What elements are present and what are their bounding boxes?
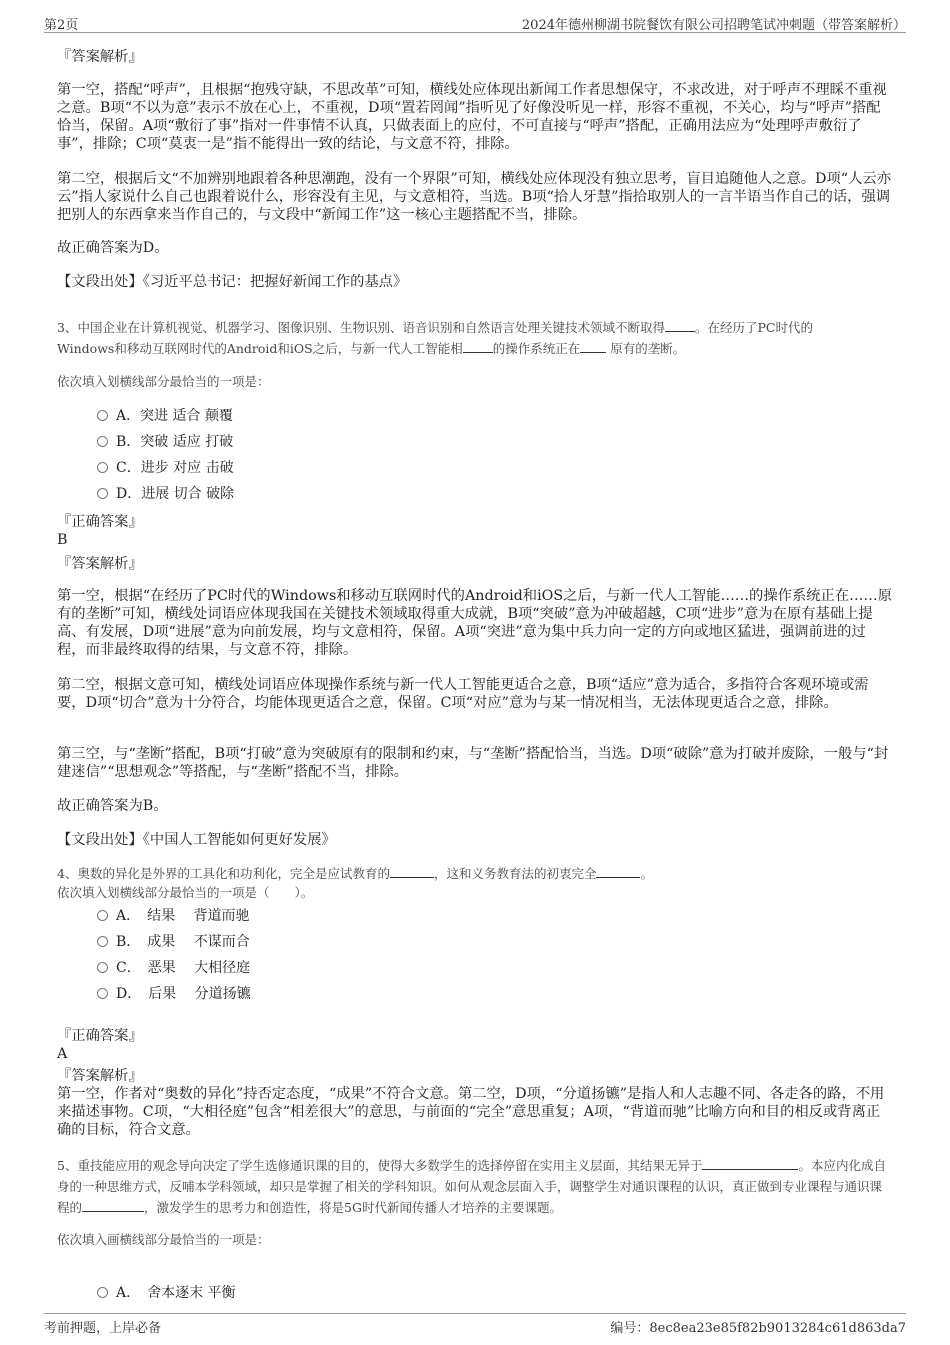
q4-stem: 4、奥数的异化是外界的工具化和功利化，完全是应试教育的 ，这和义务教育法的初衷完全 。 依次填入划横线部分最恰当的一项是（ ）。 [57, 866, 653, 900]
document-code: 编号：8ec8ea23e85f82b9013284c61d863da7 [610, 1321, 906, 1336]
q3-stem: 3、中国企业在计算机视觉、机器学习、图像识别、生物识别、语音识别和自然语言处理关键技术领域不断取得 。在经历了PC时代的 Windows和移动互联网时代的Android和iOS之后，与新一代人工智能相 的操作系统正在 原有的垄断。 [57, 320, 813, 356]
q3-source: 【文段出处】《中国人工智能如何更好发展》 [57, 832, 336, 848]
blank [463, 340, 493, 353]
blank [82, 1199, 144, 1212]
q4-option-b[interactable]: B． 成果 不谋而合 [97, 932, 250, 952]
q4-analysis-p1: 第一空，作者对“奥数的异化”持否定态度，“成果”不符合文意。第二空，D项，“分道扬镳”是指人和人志趣不同、各走各的路，不用来描述事物。C项，“大相径庭”包含“相差很大”的意思，与前面的“完全”意思重复；A项，“背道而驰”比喻方向和目的相反或背离正确的目标，符合文意。 [57, 1086, 885, 1138]
q3-analysis-p3: 第三空，与“垄断”搭配，B项“打破”意为突破原有的限制和约束，与“垄断”搭配恰当，当选。D项“破除”意为打破并废除，一般与“封建迷信”“思想观念”等搭配，与“垄断”搭配不当，排除。 [57, 746, 889, 780]
q3-analysis-p2: 第二空，根据文意可知，横线处词语应体现操作系统与新一代人工智能更适合之意，B项“适应”意为适合，多指符合客观环境或需要，D项“切合”意为十分符合，均能体现更适合之意，保留。C项“对应”意为与某一情况相当，无法体现更适合之意，排除。 [57, 677, 869, 711]
q4-option-d[interactable]: D． 后果 分道扬镳 [97, 984, 251, 1004]
q5-option-a[interactable]: A． 舍本逐末 平衡 [97, 1283, 236, 1303]
q2-source: 【文段出处】《习近平总书记：把握好新闻工作的基点》 [57, 274, 408, 290]
page-footer [44, 1313, 906, 1334]
q3-answer: B [57, 532, 68, 548]
page-number: 第2页 [44, 18, 79, 33]
q3-conclusion: 故正确答案为B。 [57, 798, 168, 814]
q4-instruction: 依次填入划横线部分最恰当的一项是（ ）。 [57, 885, 314, 900]
radio-icon[interactable] [97, 910, 108, 921]
radio-icon[interactable] [97, 488, 108, 499]
footer-slogan: 考前押题，上岸必备 [44, 1321, 162, 1336]
q4-answer-label: 『正确答案』 [57, 1028, 143, 1044]
blank [665, 319, 695, 332]
q3-option-c[interactable]: C．进步 对应 击破 [97, 458, 234, 478]
blank [702, 1157, 798, 1170]
q2-analysis-p2: 第二空，根据后文“不加辨别地跟着各种思潮跑，没有一个界限”可知，横线处应体现没有独立思考，盲目追随他人之意。D项“人云亦云”指人家说什么自己也跟着说什么，形容没有主见，与文意相符，当选。B项“拾人牙慧”指拾取别人的一言半语当作自己的话，强调把别人的东西拿来当作自己的，与文段中“新闻工作”这一核心主题搭配不当，排除。 [57, 171, 892, 223]
q2-conclusion: 故正确答案为D。 [57, 240, 169, 256]
q2-analysis-p1: 第一空，搭配“呼声”，且根据“抱残守缺，不思改革”可知，横线处应体现出新闻工作者思想保守，不求改进，对于呼声不理睬不重视之意。B项“不以为意”表示不放在心上，不重视，D项“置若罔闻”指听见了好像没听见一样，形容不重视，不关心，均与“呼声”搭配恰当，保留。A项“敷衍了事”指对一件事情不认真，只做表面上的应付，不可直接与“呼声”搭配，正确用法应为“处理呼声敷衍了事”，排除；C项“莫衷一是”指不能得出一致的结论，与文意不符，排除。 [57, 82, 887, 152]
q3-answer-label: 『正确答案』 [57, 514, 143, 530]
radio-icon[interactable] [97, 436, 108, 447]
page-header [44, 14, 906, 33]
radio-icon[interactable] [97, 988, 108, 999]
blank [596, 865, 640, 878]
radio-icon[interactable] [97, 410, 108, 421]
q3-instruction: 依次填入划横线部分最恰当的一项是： [57, 374, 270, 389]
q3-option-b[interactable]: B．突破 适应 打破 [97, 432, 233, 452]
q5-instruction: 依次填入画横线部分最恰当的一项是： [57, 1232, 270, 1247]
q3-analysis-label: 『答案解析』 [57, 556, 143, 572]
q2-analysis-label: 『答案解析』 [57, 49, 143, 65]
q3-option-d[interactable]: D．进展 切合 破除 [97, 484, 234, 504]
q5-stem: 5、重技能应用的观念导向决定了学生选修通识课的目的，使得大多数学生的选择停留在实用主义层面，其结果无异于 。本应内化成自身的一种思维方式，反哺本学科领域，却只是掌握了相关的学科知识。如何从观念层面入手，调整学生对通识课程的认识，真正做到专业课程与通识课程的 ，激发学生的思考力和创造性，将是5G时代新闻传播人才培养的主要课题。 [57, 1158, 886, 1215]
blank [580, 340, 606, 353]
radio-icon[interactable] [97, 462, 108, 473]
document-title: 2024年德州柳湖书院餐饮有限公司招聘笔试冲刺题（带答案解析） [521, 18, 906, 33]
radio-icon[interactable] [97, 962, 108, 973]
q4-option-c[interactable]: C． 恶果 大相径庭 [97, 958, 250, 978]
q4-analysis-label: 『答案解析』 [57, 1068, 143, 1084]
q3-analysis-p1: 第一空，根据“在经历了PC时代的Windows和移动互联网时代的Android和iOS之后，与新一代人工智能……的操作系统正在……原有的垄断”可知，横线处词语应体现我国在关键技术领域取得重大成就，B项“突破”意为冲破超越，C项“进步”意为在原有基础上提高、有发展，D项“进展”意为向前发展，均与文意相符，保留。A项“突进”意为集中兵力向一定的方向或地区猛进，强调前进的过程，而非最终取得的结果，与文意不符，排除。 [57, 588, 893, 658]
blank [390, 865, 434, 878]
radio-icon[interactable] [97, 936, 108, 947]
q4-option-a[interactable]: A． 结果 背道而驰 [97, 906, 250, 926]
q4-answer: A [57, 1046, 68, 1062]
radio-icon[interactable] [97, 1287, 108, 1298]
q3-option-a[interactable]: A．突进 适合 颠覆 [97, 406, 233, 426]
